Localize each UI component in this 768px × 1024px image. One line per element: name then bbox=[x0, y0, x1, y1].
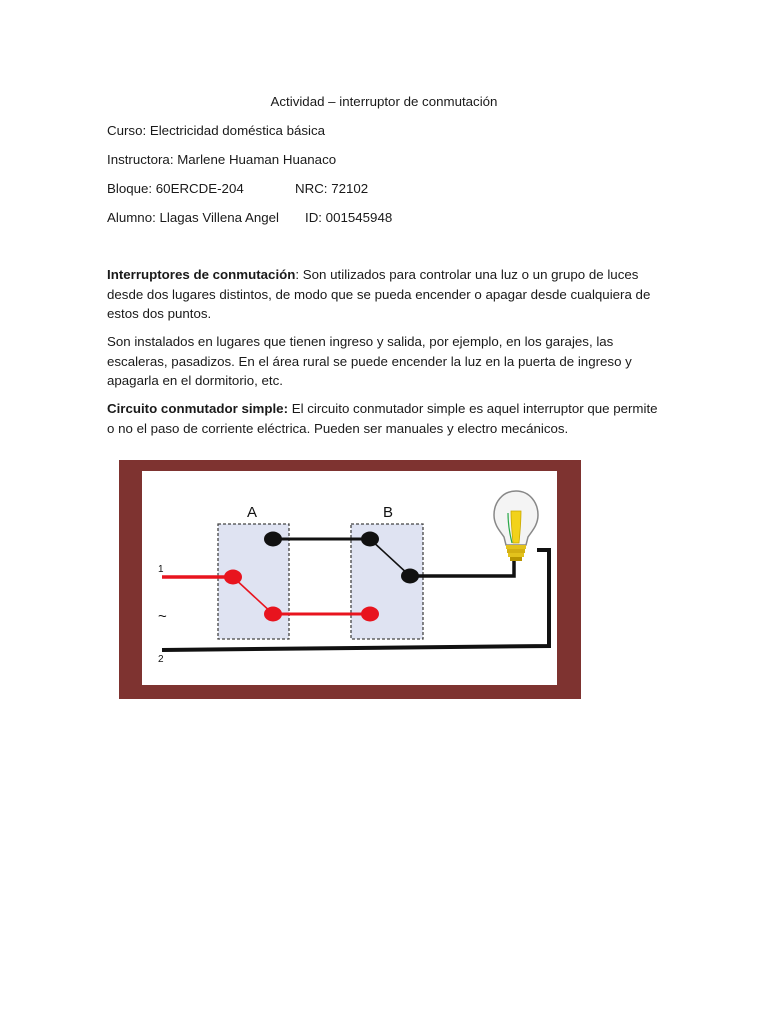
block-line: Bloque: 60ERCDE-204 bbox=[107, 181, 244, 196]
circuit-figure bbox=[119, 460, 581, 699]
paragraph-installation bbox=[107, 332, 667, 391]
switch-b-bottom-terminal bbox=[361, 607, 379, 622]
nrc-line: NRC: 72102 bbox=[295, 181, 369, 196]
paragraph-installation-text: Son instalados en lugares que tienen ingreso y salida, por ejemplo, en los garajes, las escaleras, pasadizos. En el área rural se puede encender la luz en la puerta de ingreso y apagarla en el dormitorio, etc. bbox=[107, 334, 632, 388]
document-title: Actividad – interruptor de conmutación bbox=[270, 94, 498, 109]
switch-b-common-terminal bbox=[401, 569, 419, 584]
lamp-feed-wire bbox=[410, 560, 514, 576]
student-id-line: ID: 001545948 bbox=[305, 210, 393, 225]
line-2-label: 2 bbox=[158, 654, 164, 665]
switch-a-top-terminal bbox=[264, 532, 282, 547]
term-switching: Interruptores de conmutación bbox=[107, 267, 296, 282]
paragraph-simple-circuit bbox=[107, 399, 667, 438]
light-bulb-icon bbox=[494, 491, 538, 561]
circuit-diagram bbox=[142, 471, 557, 685]
switch-b-top-terminal bbox=[361, 532, 379, 547]
line-1-label: 1 bbox=[158, 564, 164, 575]
term-simple-circuit: Circuito conmutador simple: bbox=[107, 401, 289, 416]
switch-a-common-terminal bbox=[224, 570, 242, 585]
circuit-diagram-area bbox=[142, 471, 557, 685]
instructor-line: Instructora: Marlene Huaman Huanaco bbox=[107, 152, 337, 167]
ac-symbol: ~ bbox=[158, 608, 167, 625]
student-line: Alumno: Llagas Villena Angel bbox=[107, 210, 279, 225]
course-line: Curso: Electricidad doméstica básica bbox=[107, 123, 326, 138]
switch-b-label: B bbox=[382, 504, 394, 521]
paragraph-switching-text: : Son utilizados para controlar una luz o un grupo de luces desde dos lugares distintos, de modo que se pueda encender o apagar desde cualquiera de estos dos puntos. bbox=[107, 267, 651, 321]
switch-a-bottom-terminal bbox=[264, 607, 282, 622]
paragraph-simple-circuit-text: El circuito conmutador simple es aquel interruptor que permite o no el paso de corriente eléctrica. Pueden ser manuales y electro mecánicos. bbox=[107, 401, 658, 436]
switch-a-label: A bbox=[246, 504, 258, 521]
paragraph-switching bbox=[107, 265, 667, 324]
